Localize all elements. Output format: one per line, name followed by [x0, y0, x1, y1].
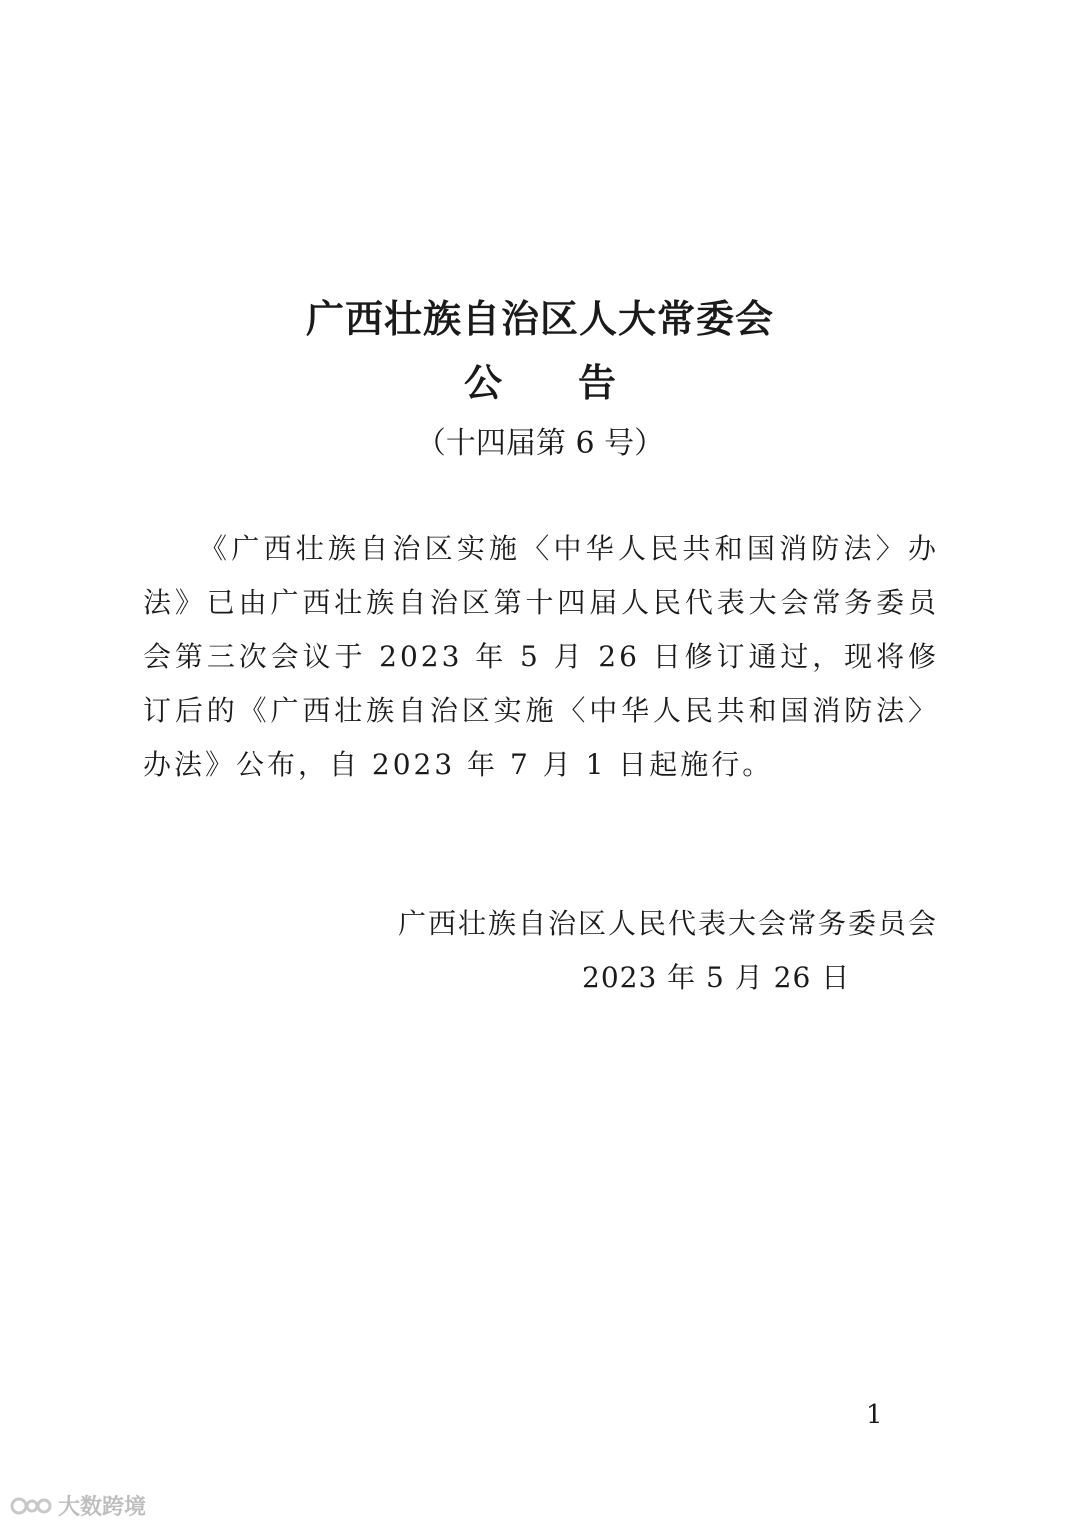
watermark: [10, 1490, 146, 1521]
announcement-body: 《广西壮族自治区实施〈中华人民共和国消防法〉办法》已由广西壮族自治区第十四届人民代表大会常务委员会第三次会议于 2023 年 5 月 26 日修订通过，现将修订后的《广西壮族自治区实施〈中华人民共和国消防法〉办法》公布，自 2023 年 7 月 1 日起施行。: [143, 532, 939, 781]
signing-date: 2023 年 5 月 26 日: [582, 961, 851, 994]
document-number: （十四届第 6 号）: [415, 426, 665, 461]
signer-organization: 广西壮族自治区人民代表大会常务委员会: [397, 907, 938, 940]
logo-icon: [10, 1494, 54, 1518]
watermark-text: 大数跨境: [58, 1495, 147, 1520]
document-title: 广西壮族自治区人大常委会: [305, 296, 774, 341]
page-number: 1: [866, 1400, 883, 1430]
subtitle-char-left: 公: [463, 360, 502, 405]
document-subtitle: [0, 352, 1080, 407]
subtitle-char-right: 告: [578, 360, 617, 405]
